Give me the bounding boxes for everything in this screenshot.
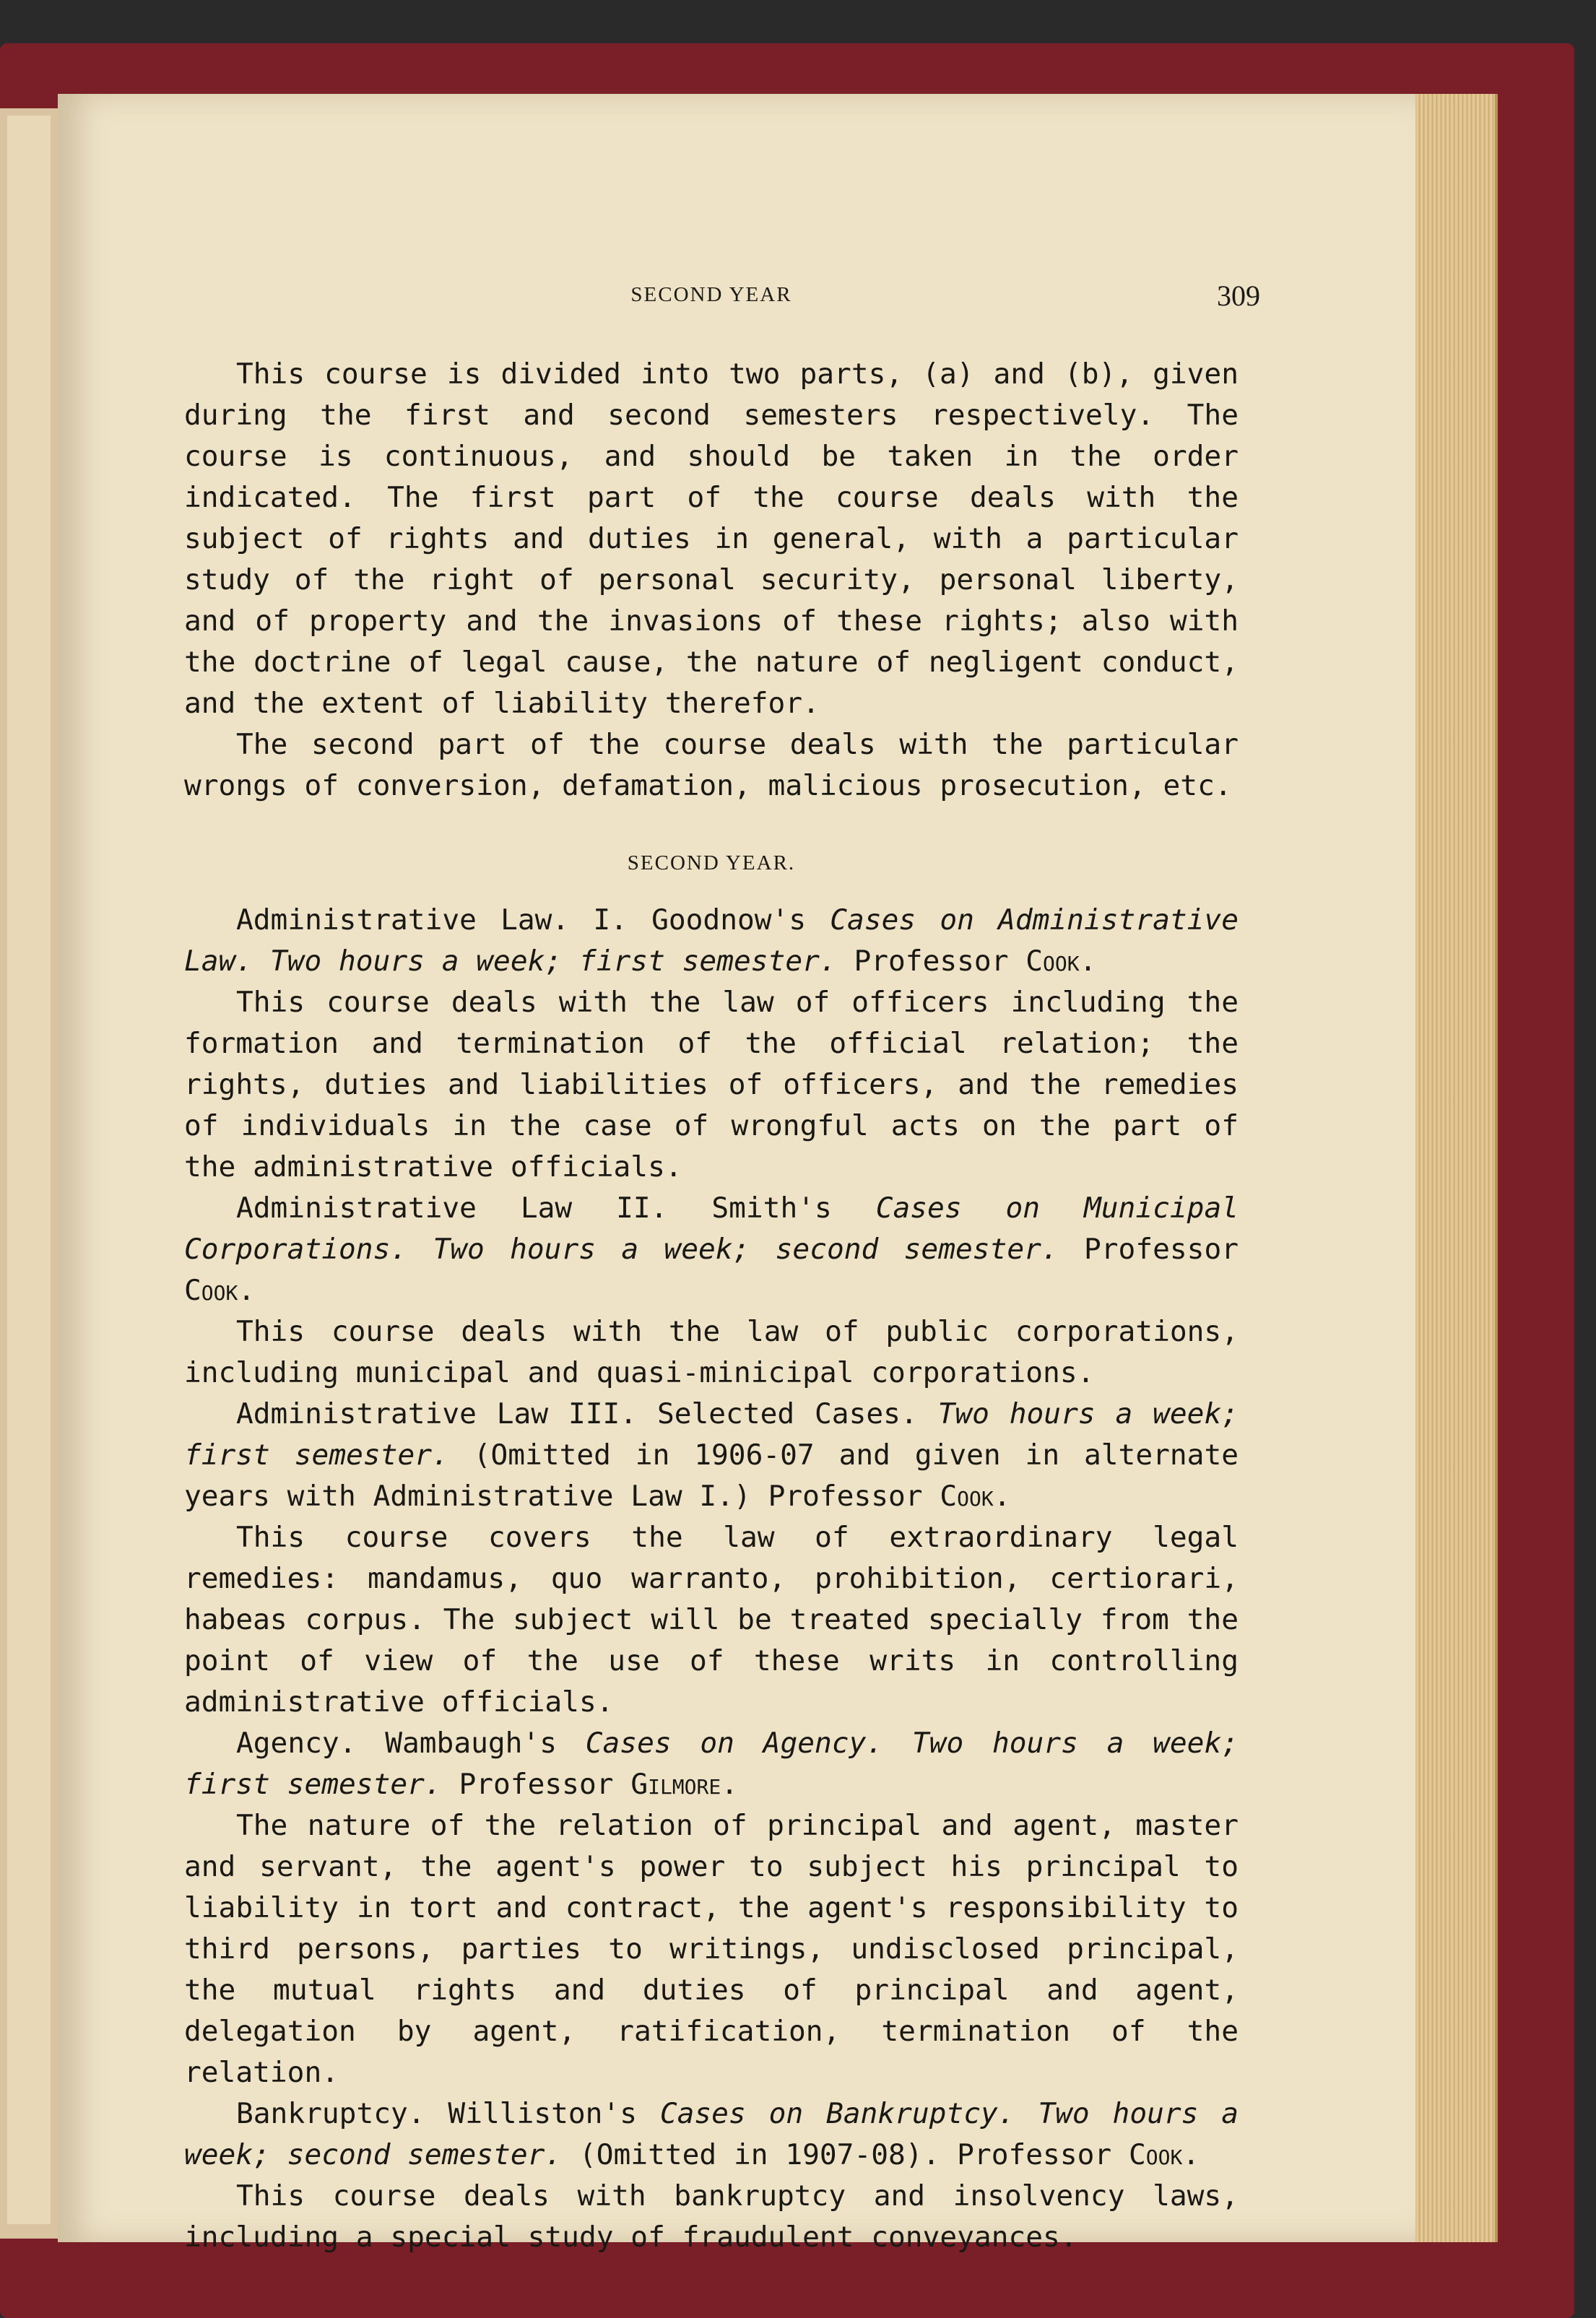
running-title: SECOND YEAR <box>630 283 792 306</box>
professor-name: Cook. <box>184 1274 256 1307</box>
course-name: Administrative Law II. <box>236 1191 668 1225</box>
course-entry <box>184 1394 1239 1517</box>
professor-label: Professor <box>768 1480 923 1513</box>
page-number: 309 <box>1217 279 1260 312</box>
professor-name: Cook. <box>940 1480 1011 1513</box>
casebook-prefix: Wambaugh's <box>385 1727 558 1760</box>
running-head <box>184 279 1260 312</box>
casebook-title: Cases on Administrative Law. <box>184 903 1239 978</box>
course-description: The nature of the relation of principal and agent, master and servant, the agent's power to subject his principal to liability in tort and contract, the agent's responsibility to third persons, parties to writings, undisclosed principal, the mutual rights and duties of principal and agent, delegation by agent, ratification, termination of the relation. <box>184 1809 1239 2089</box>
page-edges <box>1415 94 1498 2242</box>
previous-page-sliver <box>7 116 51 2224</box>
course-name: Administrative Law. <box>236 903 570 937</box>
intro-paragraph: This course is divided into two parts, (a) and (b), given during the first and second semesters respectively. The course is continuous, and should be taken in the order indicated. The first part of the course deals with the subject of rights and duties in general, with a particular study of the right of personal security, personal liberty, and of property and the invasions of these rights; also with the doctrine of legal cause, the nature of negligent conduct, and the extent of liability therefor. <box>184 357 1239 720</box>
course-schedule: Two hours a week; first semester. <box>269 945 837 978</box>
course-entry <box>184 1723 1239 1805</box>
course-schedule: Two hours a week; second semester. <box>184 2097 1239 2171</box>
course-name: Agency. <box>236 1727 357 1760</box>
professor-label: Professor <box>1083 1233 1239 1266</box>
casebook-prefix: Smith's <box>711 1191 832 1225</box>
professor-name: Cook. <box>1025 945 1097 978</box>
professor-name: Cook. <box>1128 2138 1200 2171</box>
course-entry <box>184 1188 1239 1311</box>
course-name: Bankruptcy. <box>236 2097 425 2130</box>
casebook-title: Cases on Bankruptcy. <box>659 2097 1015 2130</box>
casebook-prefix: Williston's <box>448 2097 638 2130</box>
section-heading: SECOND YEAR. <box>627 851 796 874</box>
course-description: This course deals with the law of officers including the formation and termination of the official relation; the rights, duties and liabilities of officers, and the remedies of individuals in the case of wrongful acts on the part of the administrative officials. <box>184 986 1239 1184</box>
course-schedule: Two hours a week; second semester. <box>433 1233 1059 1266</box>
course-name: Administrative Law III. <box>236 1397 638 1431</box>
course-entry <box>184 900 1239 982</box>
casebook-prefix: Goodnow's <box>651 903 807 937</box>
casebook-prefix: Selected Cases. <box>656 1397 918 1431</box>
course-note: (Omitted in 1906-07 and given in alternate years with Administrative Law I.) <box>184 1438 1239 1513</box>
course-description: This course deals with bankruptcy and insolvency laws, including a special study of fraudulent conveyances. <box>184 2179 1239 2254</box>
page-body <box>184 354 1239 2258</box>
professor-name: Gilmore. <box>630 1768 739 1801</box>
course-schedule: Two hours a week; first semester. <box>184 1397 1239 1472</box>
professor-label: Professor <box>854 945 1009 978</box>
course-entry <box>184 2093 1239 2176</box>
course-number: I. <box>593 903 628 937</box>
intro-paragraph: The second part of the course deals with the particular wrongs of conversion, defamation, malicious prosecution, etc. <box>184 728 1239 802</box>
professor-label: Professor <box>957 2138 1112 2171</box>
course-description: This course covers the law of extraordinary legal remedies: mandamus, quo warranto, prohibition, certiorari, habeas corpus. The subject will be treated specially from the point of view of the use of these writs in controlling administrative officials. <box>184 1521 1239 1719</box>
professor-label: Professor <box>459 1768 614 1801</box>
course-schedule: Two hours a week; first semester. <box>184 1727 1239 1801</box>
course-note: (Omitted in 1907-08). <box>578 2138 940 2171</box>
casebook-title: Cases on Agency. <box>585 1727 884 1760</box>
casebook-title: Cases on Municipal Corporations. <box>184 1191 1239 1266</box>
course-description: This course deals with the law of public corporations, including municipal and quasi-minicipal corporations. <box>184 1315 1239 1389</box>
